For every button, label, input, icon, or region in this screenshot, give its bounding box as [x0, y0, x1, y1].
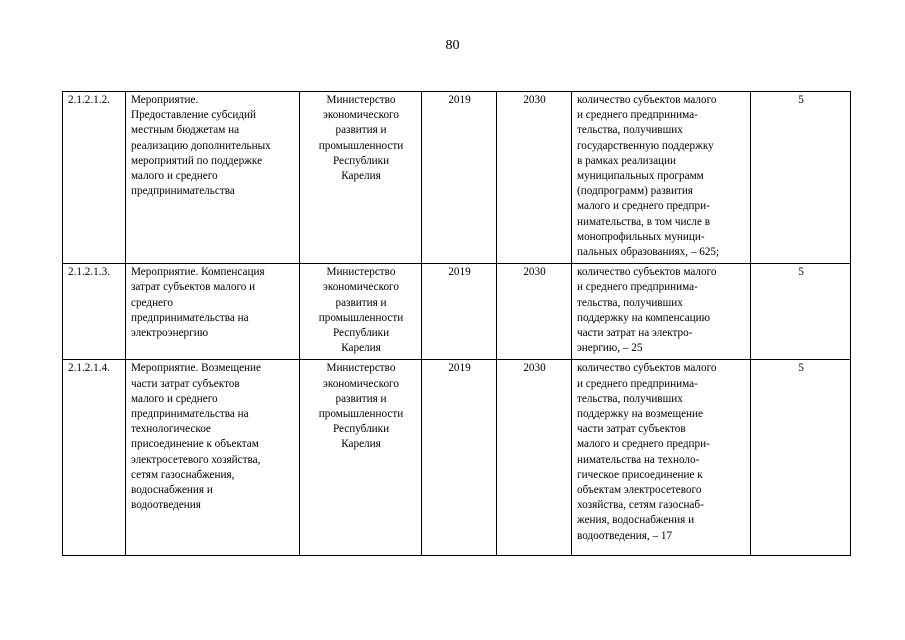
- table-row: [63, 92, 851, 264]
- measure-number: 2.1.2.1.3.: [63, 264, 126, 360]
- program-measures-table: [62, 91, 851, 556]
- measure-start-year: 2019: [422, 360, 497, 556]
- measure-indicator-link: 5: [751, 360, 851, 556]
- measure-expected-result: количество субъектов малого и среднего предпринима- тельства, получивших поддержку на компенсацию части затрат на электро- энергию, – 25: [572, 264, 751, 360]
- measure-expected-result: количество субъектов малого и среднего предпринима- тельства, получивших государственную поддержку в рамках реализации муниципальных программ (подпрограмм) развития малого и среднего предпри- нимательства, в том числе в монопрофильных муници- пальных образованиях, – 625;: [572, 92, 751, 264]
- measure-number: 2.1.2.1.2.: [63, 92, 126, 264]
- table-row: [63, 264, 851, 360]
- measure-executor: Министерство экономического развития и промышленности Республики Карелия: [300, 92, 422, 264]
- measure-end-year: 2030: [497, 360, 572, 556]
- table-row: [63, 360, 851, 556]
- measure-executor: Министерство экономического развития и промышленности Республики Карелия: [300, 360, 422, 556]
- measure-number: 2.1.2.1.4.: [63, 360, 126, 556]
- measure-end-year: 2030: [497, 264, 572, 360]
- page-number: 80: [445, 38, 460, 53]
- measure-expected-result: количество субъектов малого и среднего предпринима- тельства, получивших поддержку на возмещение части затрат субъектов малого и среднего предпри- нимательства на техноло- гическое присоединение к объектам электросетевого хозяйства, сетям газоснаб- жения, водоснабжения и водоотведения, – 17: [572, 360, 751, 556]
- measure-name: Мероприятие. Предоставление субсидий местным бюджетам на реализацию дополнительных мероприятий по поддержке малого и среднего предпринимательства: [126, 92, 300, 264]
- measure-name: Мероприятие. Возмещение части затрат субъектов малого и среднего предпринимательства на технологическое присоединение к объектам электросетевого хозяйства, сетям газоснабжения, водоснабжения и водоотведения: [126, 360, 300, 556]
- measure-name: Мероприятие. Компенсация затрат субъектов малого и среднего предпринимательства на электроэнергию: [126, 264, 300, 360]
- measure-executor: Министерство экономического развития и промышленности Республики Карелия: [300, 264, 422, 360]
- measure-start-year: 2019: [422, 264, 497, 360]
- measure-indicator-link: 5: [751, 92, 851, 264]
- measure-end-year: 2030: [497, 92, 572, 264]
- measure-start-year: 2019: [422, 92, 497, 264]
- measure-indicator-link: 5: [751, 264, 851, 360]
